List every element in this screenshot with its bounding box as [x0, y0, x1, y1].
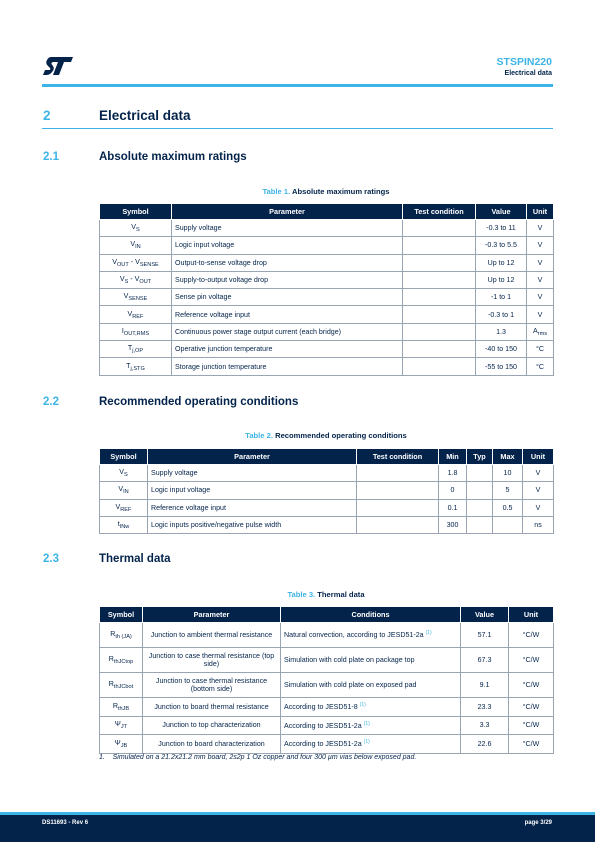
symbol-base: R: [108, 654, 114, 663]
unit-cell: [527, 289, 554, 306]
unit-cell: V: [523, 465, 554, 482]
symbol-cell: [100, 341, 172, 358]
unit-cell: [527, 237, 554, 254]
unit-cell: ns: [523, 516, 554, 533]
footnote-ref: (1): [363, 720, 370, 727]
symbol-subscript: thJCbot: [113, 683, 134, 690]
value-cell: 57.1: [461, 623, 509, 648]
unit-base: °C: [536, 345, 544, 354]
section-2-2-title: Recommended operating conditions: [99, 396, 299, 408]
symbol-cell: [100, 220, 172, 237]
symbol-subscript: REF: [132, 313, 144, 320]
conditions-text: Simulation with cold plate on package top: [284, 655, 415, 664]
symbol-subscript: S: [124, 472, 128, 479]
typ-cell: [467, 499, 493, 516]
symbol-base: R: [112, 701, 118, 710]
conditions-cell: [281, 623, 461, 648]
symbol-subscript: thJCtop: [113, 658, 134, 665]
table-row: [100, 716, 554, 735]
table-row: [100, 623, 554, 648]
header-rule: [42, 84, 553, 87]
symbol-base: V: [123, 292, 129, 301]
min-cell: 0.1: [439, 499, 467, 516]
unit-base: V: [537, 310, 543, 319]
symbol-base: Ψ: [114, 720, 121, 729]
column-header: Typ: [467, 449, 493, 465]
max-cell: [493, 516, 523, 533]
value-cell: -0.3 to 11: [476, 220, 527, 237]
conditions-text: Natural convection, according to JESD51-2a: [284, 630, 424, 639]
parameter-cell: Supply voltage: [148, 465, 357, 482]
symbol-base: V: [112, 257, 117, 266]
st-logo-icon: [42, 55, 74, 77]
unit-cell: [527, 306, 554, 323]
symbol-cell: [100, 237, 172, 254]
unit-cell: °C/W: [509, 716, 554, 735]
parameter-cell: Reference voltage input: [172, 306, 403, 323]
test-condition-cell: [403, 220, 476, 237]
unit-base: V: [537, 276, 543, 285]
doc-section-label: Electrical data: [504, 70, 552, 77]
unit-cell: V: [523, 482, 554, 499]
column-header: Symbol: [100, 204, 172, 220]
conditions-cell: [281, 648, 461, 673]
unit-base: V: [537, 258, 543, 267]
unit-cell: [527, 220, 554, 237]
conditions-cell: [281, 698, 461, 717]
test-condition-cell: [357, 465, 439, 482]
footnote-ref: (1): [359, 702, 366, 709]
value-cell: -0.3 to 5.5: [476, 237, 527, 254]
symbol-cell: [100, 358, 172, 375]
min-cell: 0: [439, 482, 467, 499]
doc-title: STSPIN220: [496, 56, 552, 68]
test-condition-cell: [403, 271, 476, 288]
value-cell: -55 to 150: [476, 358, 527, 375]
unit-base: °C: [536, 362, 544, 371]
value-cell: 3.3: [461, 716, 509, 735]
unit-cell: °C/W: [509, 673, 554, 698]
column-header: Unit: [523, 449, 554, 465]
column-header: Unit: [509, 607, 554, 623]
page-number: page 3/29: [524, 820, 552, 826]
symbol-subscript: JT: [120, 724, 128, 731]
conditions-cell: [281, 735, 461, 754]
value-cell: -1 to 1: [476, 289, 527, 306]
value-cell: 23.3: [461, 698, 509, 717]
symbol-subscript: INw: [119, 524, 130, 531]
typ-cell: [467, 482, 493, 499]
column-header: Value: [461, 607, 509, 623]
test-condition-cell: [403, 306, 476, 323]
table-row: [100, 306, 554, 323]
thermal-data-table: [99, 606, 554, 754]
symbol-subscript: REF: [120, 506, 132, 513]
section-2-1-title: Absolute maximum ratings: [99, 151, 247, 163]
table-row: [100, 482, 554, 499]
section-2-3-number: 2.3: [43, 553, 59, 565]
symbol-base: V: [118, 485, 124, 494]
symbol-base: V: [119, 468, 124, 477]
value-cell: Up to 12: [476, 271, 527, 288]
value-cell: Up to 12: [476, 254, 527, 271]
table-row: [100, 220, 554, 237]
column-header: Symbol: [100, 607, 143, 623]
value-cell: 9.1: [461, 673, 509, 698]
test-condition-cell: [403, 289, 476, 306]
footnote-text: Simulated on a 21.2x21.2 mm board, 2s2p 1 Oz copper and four 300 µm vias below exposed pad.: [112, 754, 417, 761]
parameter-cell: Junction to case thermal resistance (bottom side): [143, 673, 281, 698]
unit-subscript: rms: [537, 330, 548, 337]
symbol-cell: [100, 673, 143, 698]
unit-cell: [527, 254, 554, 271]
test-condition-cell: [403, 341, 476, 358]
table-3-label: Table 3.: [287, 590, 316, 599]
test-condition-cell: [357, 516, 439, 533]
value-cell: -0.3 to 1: [476, 306, 527, 323]
symbol-cell: [100, 254, 172, 271]
symbol-cell: [100, 516, 148, 533]
table-row: [100, 289, 554, 306]
parameter-cell: Logic input voltage: [148, 482, 357, 499]
table-row: [100, 358, 554, 375]
footer-bar: [0, 812, 595, 842]
section-2-title: Electrical data: [99, 108, 191, 123]
symbol-subscript: JB: [120, 742, 128, 749]
parameter-cell: Sense pin voltage: [172, 289, 403, 306]
parameter-cell: Operative junction temperature: [172, 341, 403, 358]
parameter-cell: Logic inputs positive/negative pulse width: [148, 516, 357, 533]
column-header: Conditions: [281, 607, 461, 623]
symbol-base: R: [110, 629, 116, 638]
symbol-subscript: OUT: [116, 261, 129, 268]
table-row: [100, 516, 554, 533]
table-1-caption: [99, 187, 553, 196]
symbol-subscript: th (JA): [115, 633, 132, 640]
table-row: [100, 735, 554, 754]
max-cell: 5: [493, 482, 523, 499]
test-condition-cell: [357, 499, 439, 516]
symbol-cell: [100, 323, 172, 340]
symbol-base: V: [127, 309, 133, 318]
absolute-max-ratings-table: [99, 203, 554, 376]
column-header: Unit: [527, 204, 554, 220]
parameter-cell: Logic input voltage: [172, 237, 403, 254]
unit-cell: °C/W: [509, 698, 554, 717]
thermal-footnote: [99, 754, 416, 761]
symbol-base: R: [108, 679, 114, 688]
parameter-cell: Junction to board thermal resistance: [143, 698, 281, 717]
unit-base: A: [532, 326, 538, 335]
footnote-number: 1.: [99, 754, 105, 761]
test-condition-cell: [357, 482, 439, 499]
section-2-number: 2: [43, 108, 51, 123]
parameter-cell: Junction to case thermal resistance (top side): [143, 648, 281, 673]
symbol-base: V: [131, 223, 136, 232]
parameter-cell: Reference voltage input: [148, 499, 357, 516]
footnote-ref: (1): [425, 629, 432, 636]
conditions-text: According to JESD51-2a: [284, 740, 362, 749]
unit-base: V: [537, 224, 543, 233]
symbol-subscript: j,STG: [130, 365, 145, 372]
parameter-cell: Supply voltage: [172, 220, 403, 237]
symbol-cell: [100, 306, 172, 323]
conditions-text: According to JESD51-8: [284, 703, 358, 712]
table-3-caption: [99, 590, 553, 599]
table-2-title: Recommended operating conditions: [275, 431, 407, 440]
symbol-base: Ψ: [114, 738, 121, 747]
test-condition-cell: [403, 358, 476, 375]
symbol-subscript-2: SENSE: [139, 261, 159, 268]
table-1-label: Table 1.: [262, 187, 291, 196]
symbol-base: I: [121, 326, 124, 335]
table-2-caption: [99, 431, 553, 440]
symbol-cell: [100, 623, 143, 648]
symbol-subscript: SENSE: [128, 296, 148, 303]
doc-revision: DS11693 - Rev 6: [42, 820, 89, 826]
min-cell: 1.8: [439, 465, 467, 482]
unit-cell: °C/W: [509, 623, 554, 648]
section-2-1-number: 2.1: [43, 151, 59, 163]
section-2-2-number: 2.2: [43, 396, 59, 408]
symbol-cell: [100, 499, 148, 516]
table-3-title: Thermal data: [317, 590, 365, 599]
symbol-base: V: [115, 502, 121, 511]
symbol-cell: [100, 271, 172, 288]
recommended-operating-conditions-table: [99, 448, 554, 534]
table-row: [100, 648, 554, 673]
symbol-cell: [100, 482, 148, 499]
symbol-base: t: [117, 520, 120, 529]
parameter-cell: Junction to top characterization: [143, 716, 281, 735]
symbol-subscript: OUT,RMS: [123, 330, 150, 337]
symbol-cell: [100, 465, 148, 482]
table-row: [100, 237, 554, 254]
value-cell: 22.6: [461, 735, 509, 754]
symbol-subscript: IN: [123, 489, 129, 496]
max-cell: 0.5: [493, 499, 523, 516]
parameter-cell: Continuous power stage output current (each bridge): [172, 323, 403, 340]
column-header: Parameter: [143, 607, 281, 623]
table-row: [100, 698, 554, 717]
symbol-subscript: IN: [135, 244, 141, 251]
section-rule: [42, 128, 553, 129]
column-header: Test condition: [403, 204, 476, 220]
test-condition-cell: [403, 254, 476, 271]
symbol-cell: [100, 289, 172, 306]
unit-cell: °C/W: [509, 735, 554, 754]
table-row: [100, 465, 554, 482]
footnote-ref: (1): [363, 739, 370, 746]
symbol-cell: [100, 716, 143, 735]
table-row: [100, 271, 554, 288]
symbol-cell: [100, 735, 143, 754]
min-cell: 300: [439, 516, 467, 533]
test-condition-cell: [403, 323, 476, 340]
column-header: Parameter: [148, 449, 357, 465]
value-cell: 67.3: [461, 648, 509, 673]
table-1-title: Absolute maximum ratings: [292, 187, 390, 196]
table-row: [100, 341, 554, 358]
symbol-subscript: thJB: [117, 705, 130, 712]
symbol-subscript: S: [136, 227, 140, 234]
unit-cell: V: [523, 499, 554, 516]
symbol-cell: [100, 648, 143, 673]
unit-cell: [527, 323, 554, 340]
conditions-cell: [281, 673, 461, 698]
unit-cell: [527, 341, 554, 358]
column-header: Min: [439, 449, 467, 465]
symbol-cell: [100, 698, 143, 717]
parameter-cell: Supply-to-output voltage drop: [172, 271, 403, 288]
symbol-base: T: [126, 361, 131, 370]
parameter-cell: Storage junction temperature: [172, 358, 403, 375]
table-2-label: Table 2.: [245, 431, 273, 440]
column-header: Test condition: [357, 449, 439, 465]
table-row: [100, 254, 554, 271]
symbol-subscript: S: [124, 279, 129, 286]
unit-cell: [527, 358, 554, 375]
parameter-cell: Junction to board characterization: [143, 735, 281, 754]
symbol-base: T: [127, 344, 133, 353]
footer-accent-line: [0, 812, 595, 815]
section-2-3-title: Thermal data: [99, 553, 171, 565]
typ-cell: [467, 465, 493, 482]
value-cell: 1.3: [476, 323, 527, 340]
symbol-base-2: - V: [128, 257, 140, 266]
conditions-text: Simulation with cold plate on exposed pad: [284, 680, 417, 689]
unit-base: V: [537, 241, 543, 250]
unit-cell: [527, 271, 554, 288]
value-cell: -40 to 150: [476, 341, 527, 358]
typ-cell: [467, 516, 493, 533]
test-condition-cell: [403, 237, 476, 254]
column-header: Symbol: [100, 449, 148, 465]
unit-base: V: [537, 293, 543, 302]
symbol-subscript: j,OP: [132, 348, 144, 355]
column-header: Value: [476, 204, 527, 220]
table-row: [100, 323, 554, 340]
conditions-text: According to JESD51-2a: [284, 721, 362, 730]
conditions-cell: [281, 716, 461, 735]
parameter-cell: Output-to-sense voltage drop: [172, 254, 403, 271]
parameter-cell: Junction to ambient thermal resistance: [143, 623, 281, 648]
symbol-base: V: [130, 240, 136, 249]
symbol-base: V: [119, 275, 125, 284]
table-row: [100, 499, 554, 516]
symbol-subscript-2: OUT: [139, 279, 152, 286]
symbol-base-2: - V: [128, 275, 140, 284]
table-row: [100, 673, 554, 698]
max-cell: 10: [493, 465, 523, 482]
unit-cell: °C/W: [509, 648, 554, 673]
column-header: Parameter: [172, 204, 403, 220]
column-header: Max: [493, 449, 523, 465]
